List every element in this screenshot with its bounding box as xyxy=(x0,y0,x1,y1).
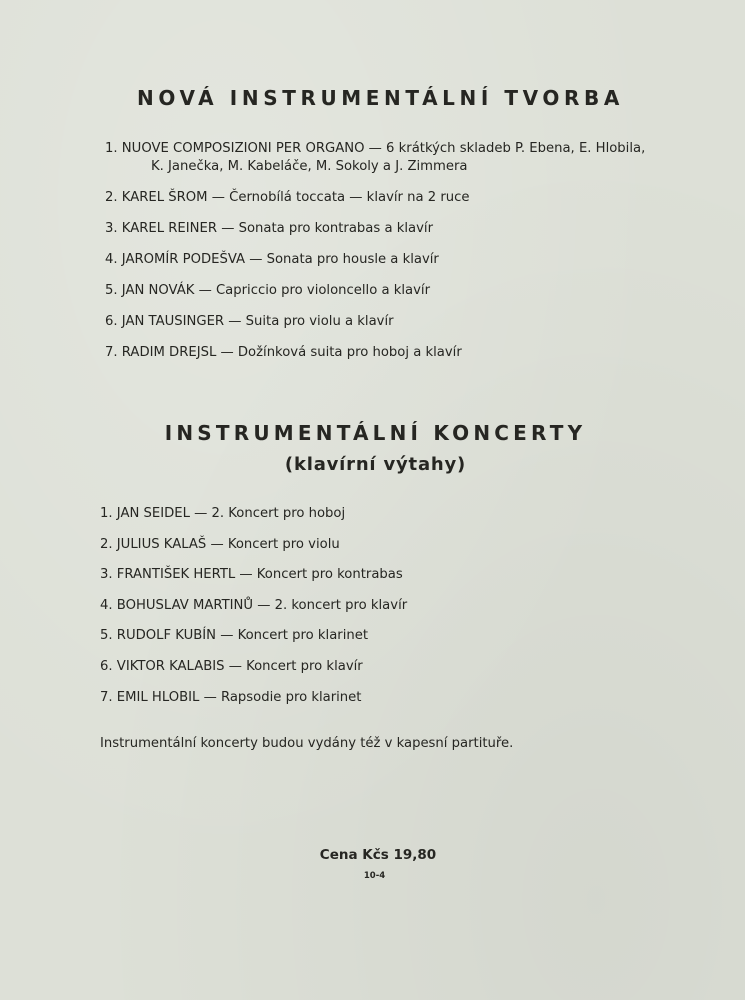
list-item xyxy=(100,627,407,645)
item-number: 5. xyxy=(100,628,113,644)
list-item xyxy=(100,658,407,676)
item-number: 2. xyxy=(100,536,113,552)
item-text: VIKTOR KALABIS — Koncert pro klavír xyxy=(116,658,363,674)
item-number: 7. xyxy=(105,345,118,360)
pocket-score-note: Instrumentální koncerty budou vydány též v kapesní partituře. xyxy=(100,736,514,751)
price-label: Cena Kčs 19,80 xyxy=(319,847,437,863)
item-number: 3. xyxy=(100,567,113,583)
list-item xyxy=(100,689,407,707)
list-item xyxy=(105,220,645,238)
item-text: FRANTIŠEK HERTL — Koncert pro kontrabas xyxy=(116,567,403,583)
item-text: KAREL ŠROM — Černobílá toccata — klavír na 2 ruce xyxy=(121,190,470,205)
section-subtitle-piano-reductions: (klavírní výtahy) xyxy=(284,454,467,475)
item-number: 7. xyxy=(100,689,113,705)
list-item xyxy=(105,189,645,207)
concertos-list xyxy=(100,505,407,719)
list-item xyxy=(105,251,645,269)
item-number: 3. xyxy=(105,221,118,236)
item-text: RUDOLF KUBÍN — Koncert pro klarinet xyxy=(116,628,369,644)
item-number: 2. xyxy=(105,190,118,205)
item-text: JAN SEIDEL — 2. Koncert pro hoboj xyxy=(116,506,346,521)
list-item xyxy=(105,140,645,176)
item-text: JAROMÍR PODEŠVA — Sonata pro housle a klavír xyxy=(121,252,439,267)
list-item xyxy=(105,344,645,362)
item-number: 4. xyxy=(105,252,118,267)
item-number: 1. xyxy=(105,141,118,156)
item-text: KAREL REINER — Sonata pro kontrabas a klavír xyxy=(121,221,433,236)
item-text: NUOVE COMPOSIZIONI PER ORGANO — 6 krátkých skladeb P. Ebena, E. Hlobila, xyxy=(121,141,646,156)
list-item xyxy=(100,505,407,523)
item-number: 6. xyxy=(100,658,113,674)
new-works-list xyxy=(105,140,645,375)
item-text: EMIL HLOBIL — Rapsodie pro klarinet xyxy=(116,689,362,705)
item-text: JULIUS KALAŠ — Koncert pro violu xyxy=(116,536,340,552)
list-item xyxy=(100,536,407,554)
item-number: 5. xyxy=(105,283,118,298)
item-text: JAN NOVÁK — Capriccio pro violoncello a klavír xyxy=(121,283,431,298)
item-text: BOHUSLAV MARTINŮ — 2. koncert pro klavír xyxy=(116,597,408,613)
item-text: RADIM DREJSL — Dožínková suita pro hoboj a klavír xyxy=(121,345,462,360)
list-item xyxy=(100,566,407,584)
item-text: JAN TAUSINGER — Suita pro violu a klavír xyxy=(121,314,394,329)
item-number: 6. xyxy=(105,314,118,329)
item-number: 1. xyxy=(100,506,113,521)
item-text-continuation: K. Janečka, M. Kabeláče, M. Sokoly a J. Zimmera xyxy=(151,159,468,174)
section-title-instrumental-concertos: INSTRUMENTÁLNÍ KONCERTY xyxy=(164,421,587,445)
section-title-new-instrumental-works: NOVÁ INSTRUMENTÁLNÍ TVORBA xyxy=(137,86,624,110)
list-item xyxy=(105,282,645,300)
list-item xyxy=(100,597,407,615)
item-number: 4. xyxy=(100,597,113,613)
list-item xyxy=(105,313,645,331)
catalog-code: 10-4 xyxy=(363,871,386,881)
